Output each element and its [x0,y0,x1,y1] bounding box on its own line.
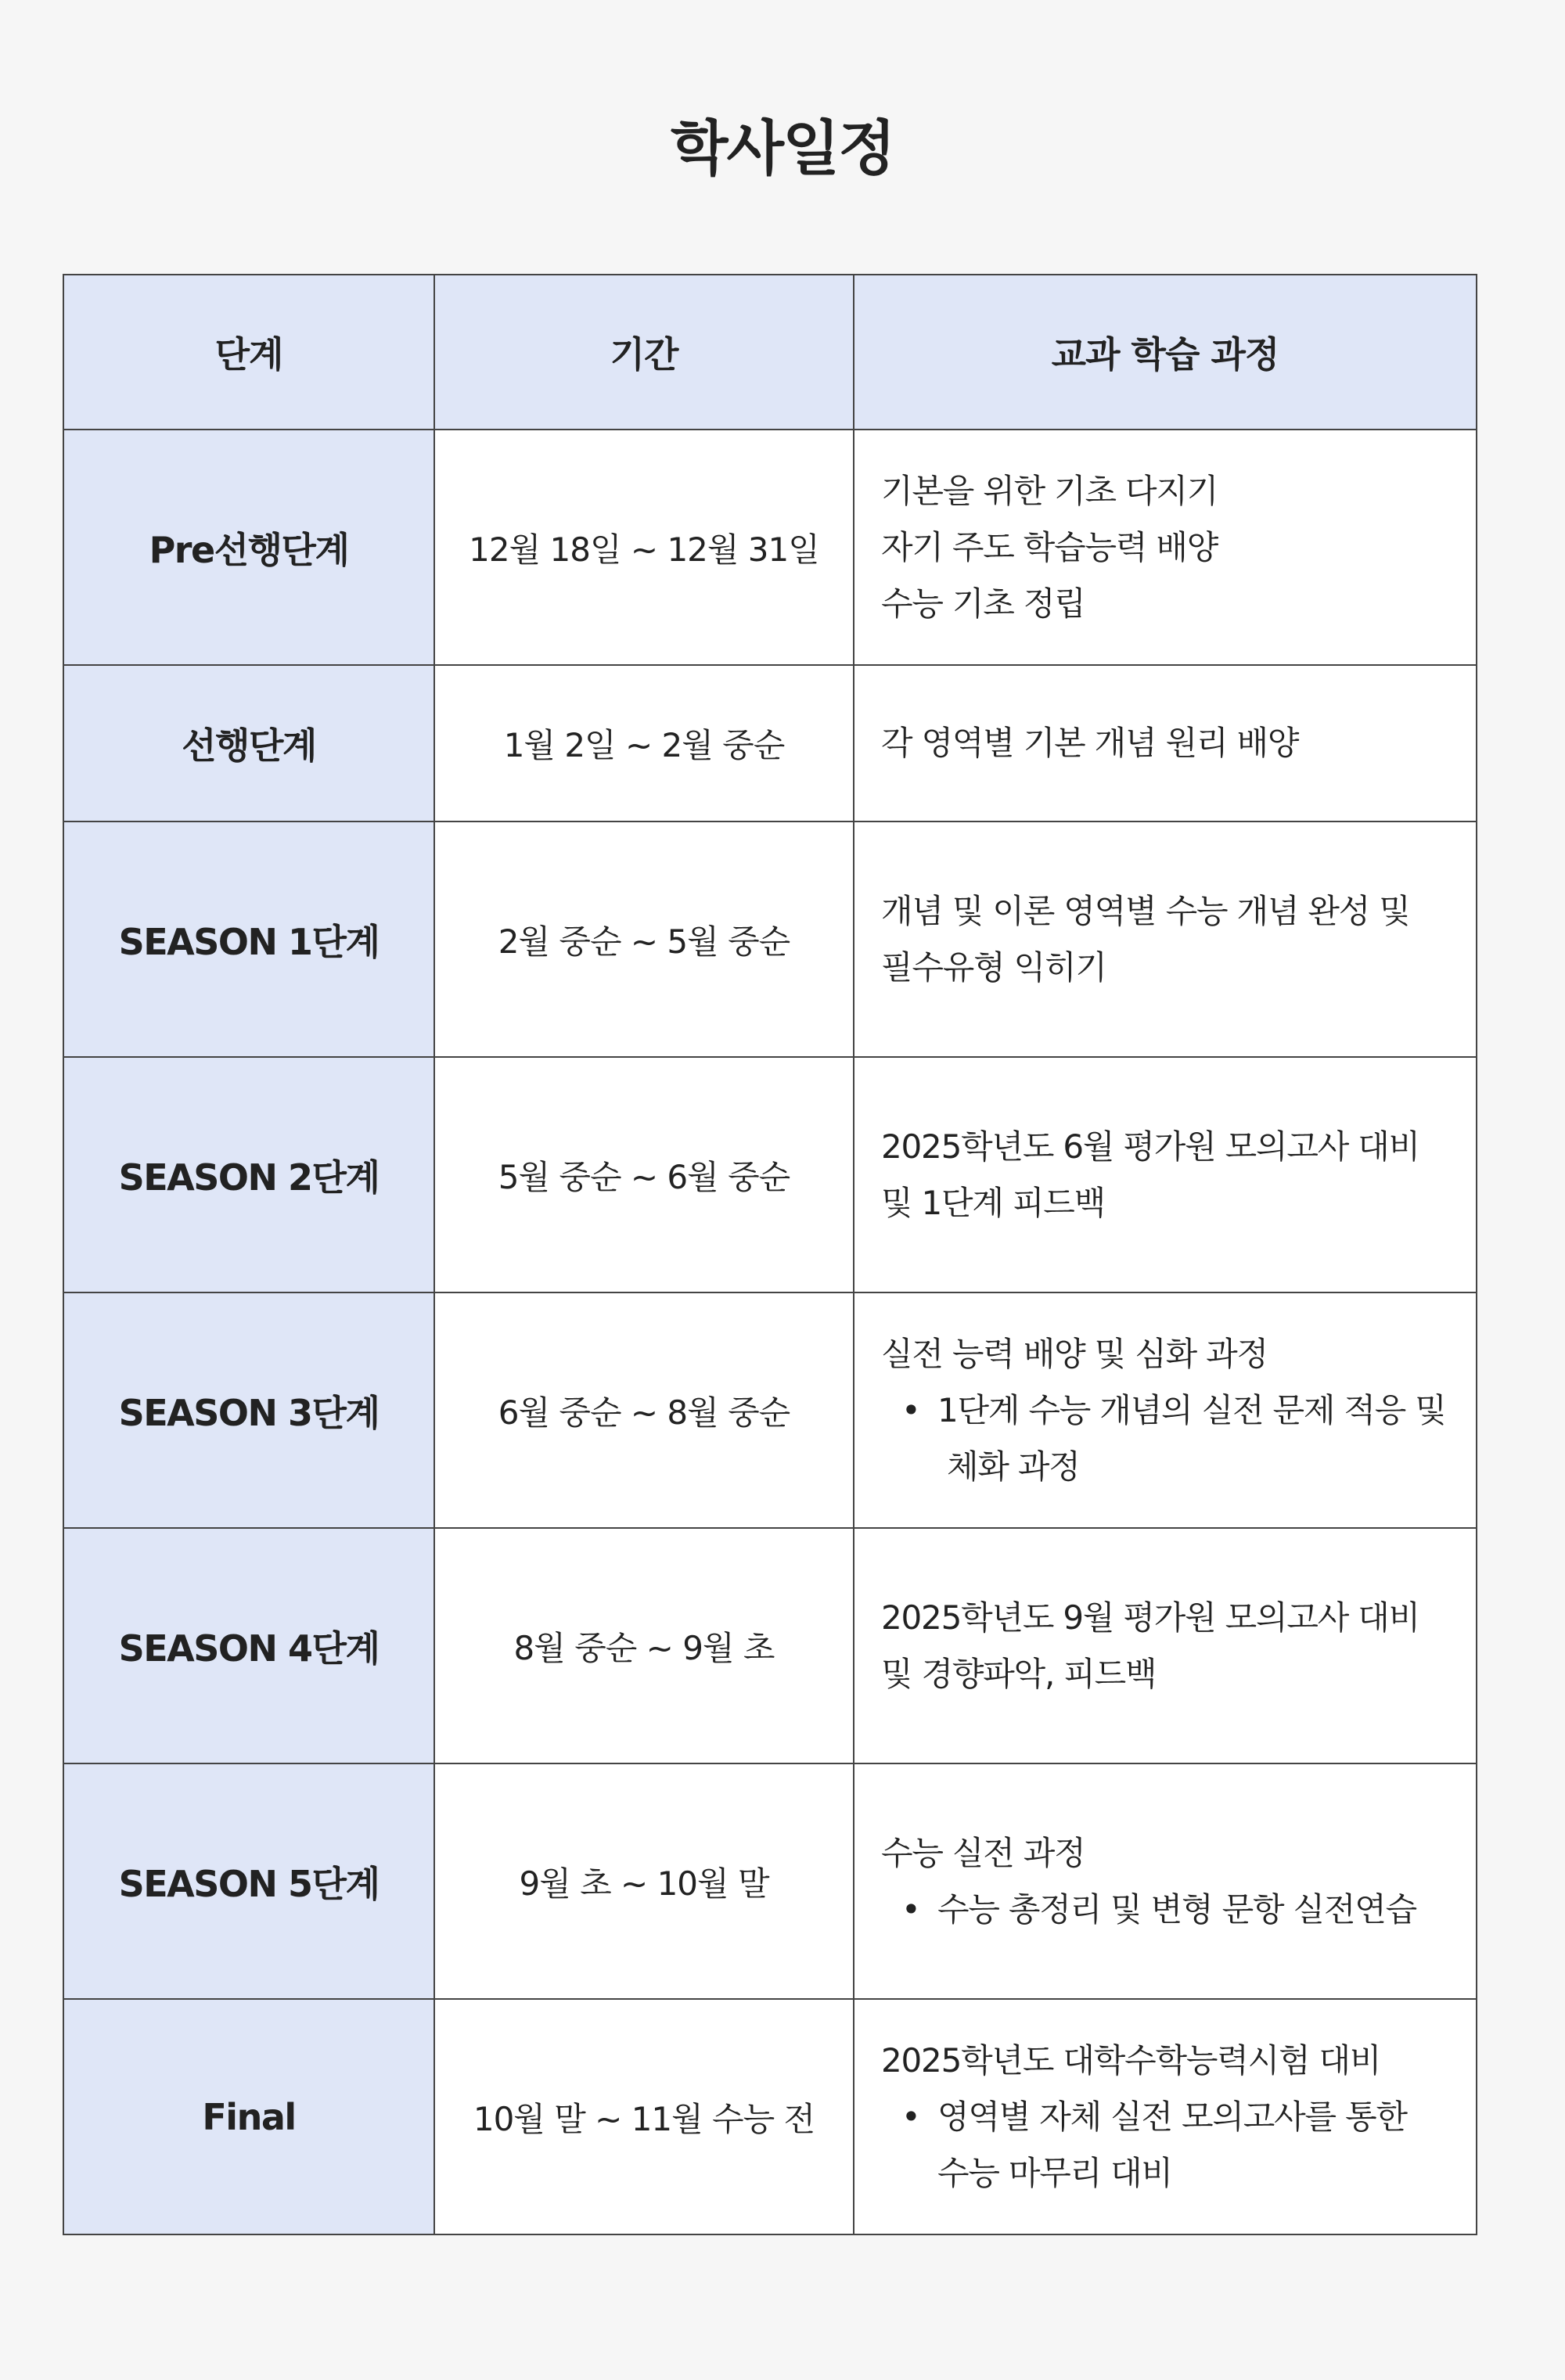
table-row [63,821,1477,1057]
course-line: 각 영역별 기본 개념 원리 배양 [881,724,1299,762]
course-line: 필수유형 익히기 [881,947,1106,987]
course-line: 기본을 위한 기초 다지기 [881,471,1218,510]
course-cell [854,1999,1477,2234]
course-line: 수능 기초 정립 [881,584,1085,623]
course-line: 및 경향파악, 피드백 [881,1654,1157,1693]
period-cell: 6월 중순 ~ 8월 중순 [434,1292,854,1528]
stage-cell: SEASON 5단계 [63,1763,434,1999]
stage-cell: 선행단계 [63,665,434,821]
stage-cell: Final [63,1999,434,2234]
course-cell [854,430,1477,665]
course-line: 개념 및 이론 영역별 수능 개념 완성 및 [881,891,1410,930]
header-period: 기간 [434,275,854,430]
period-cell: 12월 18일 ~ 12월 31일 [434,430,854,665]
course-line: 및 1단계 피드백 [881,1183,1106,1222]
course-line: 실전 능력 배양 및 심화 과정 [881,1334,1268,1373]
header-course: 교과 학습 과정 [854,275,1477,430]
course-bullet-item: • 1단계 수능 개념의 실전 문제 적응 및 [881,1382,1457,1439]
stage-cell: SEASON 2단계 [63,1057,434,1292]
course-bullet-continuation: 체화 과정 [947,1447,1080,1486]
table-row [63,430,1477,665]
period-cell: 5월 중순 ~ 6월 중순 [434,1057,854,1292]
course-bullet-item: • 영역별 자체 실전 모의고사를 통한 [881,2089,1457,2145]
stage-cell: SEASON 4단계 [63,1528,434,1763]
stage-cell: SEASON 3단계 [63,1292,434,1528]
course-cell [854,665,1477,821]
page-title: 학사일정 [671,113,894,183]
course-cell [854,1528,1477,1763]
course-line: 자기 주도 학습능력 배양 [881,527,1218,566]
table-row [63,1292,1477,1528]
period-cell: 8월 중순 ~ 9월 초 [434,1528,854,1763]
table-row [63,1057,1477,1292]
course-line: 2025학년도 대학수학능력시험 대비 [881,2040,1381,2080]
course-bullet-item: • 수능 총정리 및 변형 문항 실전연습 [881,1882,1457,1938]
table-row [63,1528,1477,1763]
schedule-table [63,274,1477,2235]
table-row [63,665,1477,821]
course-line: 수능 실전 과정 [881,1833,1085,1872]
course-cell [854,821,1477,1057]
course-line: 2025학년도 9월 평가원 모의고사 대비 [881,1598,1420,1637]
course-cell [854,1763,1477,1999]
course-bullet-continuation: 수능 마무리 대비 [937,2153,1172,2192]
table-row [63,1999,1477,2234]
table-row [63,1763,1477,1999]
course-cell [854,1057,1477,1292]
period-cell: 9월 초 ~ 10월 말 [434,1763,854,1999]
course-line: 2025학년도 6월 평가원 모의고사 대비 [881,1127,1420,1166]
stage-cell: SEASON 1단계 [63,821,434,1057]
course-cell [854,1292,1477,1528]
period-cell: 10월 말 ~ 11월 수능 전 [434,1999,854,2234]
period-cell: 2월 중순 ~ 5월 중순 [434,821,854,1057]
period-cell: 1월 2일 ~ 2월 중순 [434,665,854,821]
stage-cell: Pre선행단계 [63,430,434,665]
header-stage: 단계 [63,275,434,430]
table-header-row [63,275,1477,430]
